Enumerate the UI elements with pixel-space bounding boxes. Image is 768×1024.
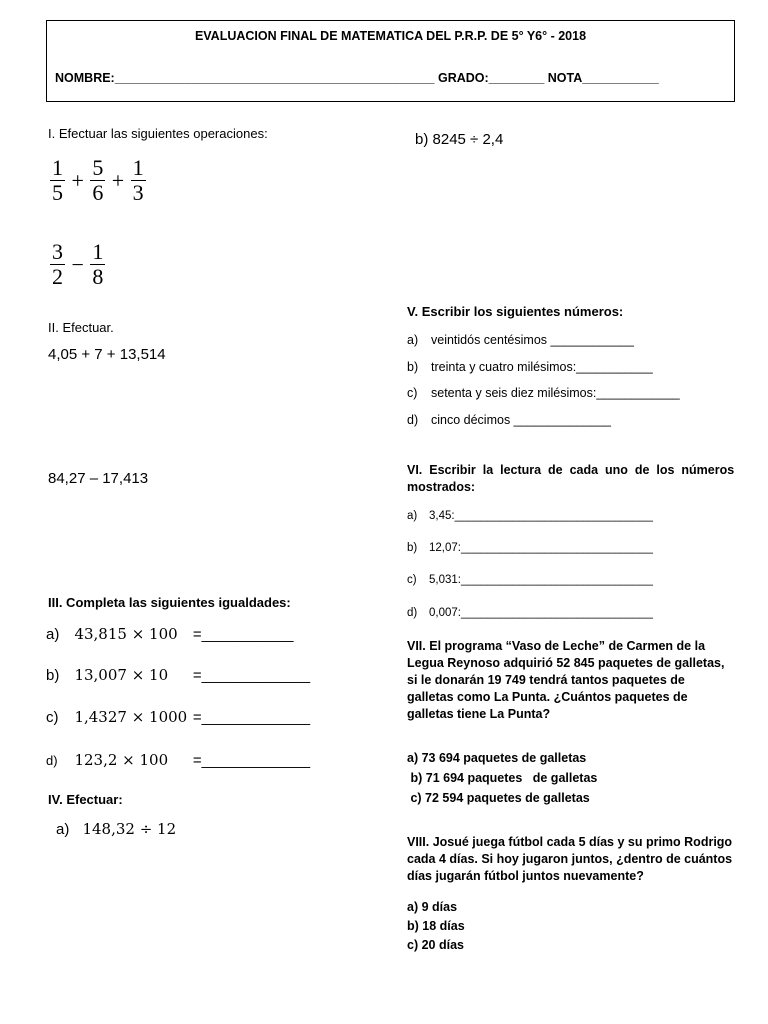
option-b: b) 18 días bbox=[407, 919, 465, 933]
division-b: b) 8245 ÷ 2,4 bbox=[415, 131, 504, 148]
student-info-line: NOMBRE:______________________________________________ GRADO:________ NOTA___________ bbox=[55, 71, 659, 85]
number-word-c: c) setenta y seis diez milésimos:____________ bbox=[407, 386, 680, 400]
section-3-title: III. Completa las siguientes igualdades: bbox=[48, 595, 291, 610]
number-word-d: d) cinco décimos ______________ bbox=[407, 413, 611, 427]
section-8-options bbox=[407, 898, 465, 955]
section-7-problem: VII. El programa “Vaso de Leche” de Carmen de la Legua Reynoso adquirió 52 845 paquetes de galletas, si le donarán 19 749 tendrá tantos paquetes de galletas como La Punta. ¿Cuántos paquetes de galletas tiene La Punta? bbox=[407, 639, 725, 721]
section-1-title: I. Efectuar las siguientes operaciones: bbox=[48, 126, 268, 141]
number-word-a: a) veintidós centésimos ____________ bbox=[407, 333, 634, 347]
equality-d: d) 123,2 × 100 =_____________ bbox=[46, 751, 311, 769]
option-a: a) 9 días bbox=[407, 900, 458, 914]
number-word-b: b) treinta y cuatro milésimos:___________ bbox=[407, 360, 653, 374]
exam-title: EVALUACION FINAL DE MATEMATICA DEL P.R.P. DE 5° Y6° - 2018 bbox=[194, 29, 587, 43]
number-reading-d: d) 0,007:______________________________ bbox=[407, 607, 653, 619]
section-4-title: IV. Efectuar: bbox=[48, 792, 123, 807]
option-c: c) 72 594 paquetes de galletas bbox=[407, 791, 590, 805]
equality-c: c) 1,4327 × 1000 =_____________ bbox=[46, 708, 311, 726]
exam-header bbox=[46, 20, 735, 102]
option-c: c) 20 días bbox=[407, 938, 464, 952]
fraction-1-3: $\frac{1}{3}$ bbox=[132, 155, 144, 205]
option-a: a) 73 694 paquetes de galletas bbox=[407, 751, 587, 765]
section-5-title: V. Escribir los siguientes números: bbox=[407, 304, 624, 319]
section-2-title: II. Efectuar. bbox=[48, 320, 114, 335]
fraction-5-6: $\frac{5}{6}$ bbox=[92, 155, 104, 205]
equality-b: b) 13,007 × 10 =_____________ bbox=[46, 666, 311, 684]
fraction-expression-1: $\frac{1}{5}$ + $\frac{5}{6}$ + $\frac{1}{3}$ bbox=[52, 155, 144, 205]
addition-operation: 4,05 + 7 + 13,514 bbox=[48, 346, 166, 363]
fraction-1-5: $\frac{1}{5}$ bbox=[52, 155, 63, 205]
section-8-problem: VIII. Josué juega fútbol cada 5 días y su primo Rodrigo cada 4 días. Si hoy jugaron juntos, ¿dentro de cuántos días jugarán fútbol juntos nuevamente? bbox=[407, 835, 733, 883]
fraction-3-2: $\frac{3}{2}$ bbox=[52, 239, 63, 289]
fraction-1-8: $\frac{1}{8}$ bbox=[92, 239, 104, 289]
number-reading-a: a) 3,45:_______________________________ bbox=[407, 510, 653, 522]
section-6-title: VI. Escribir la lectura de cada uno de los números mostrados: bbox=[407, 463, 735, 494]
section-7-options bbox=[407, 748, 597, 808]
subtraction-operation: 84,27 – 17,413 bbox=[48, 470, 149, 487]
division-a: a) 148,32 ÷ 12 bbox=[56, 820, 177, 838]
equality-a: a) 43,815 × 100 =___________ bbox=[46, 625, 294, 643]
fraction-expression-2: $\frac{3}{2}$ − $\frac{1}{8}$ bbox=[52, 239, 104, 289]
number-reading-c: c) 5,031:______________________________ bbox=[407, 574, 653, 586]
option-b: b) 71 694 paquetes de galletas bbox=[407, 771, 598, 785]
number-reading-b: b) 12,07:______________________________ bbox=[407, 542, 653, 554]
